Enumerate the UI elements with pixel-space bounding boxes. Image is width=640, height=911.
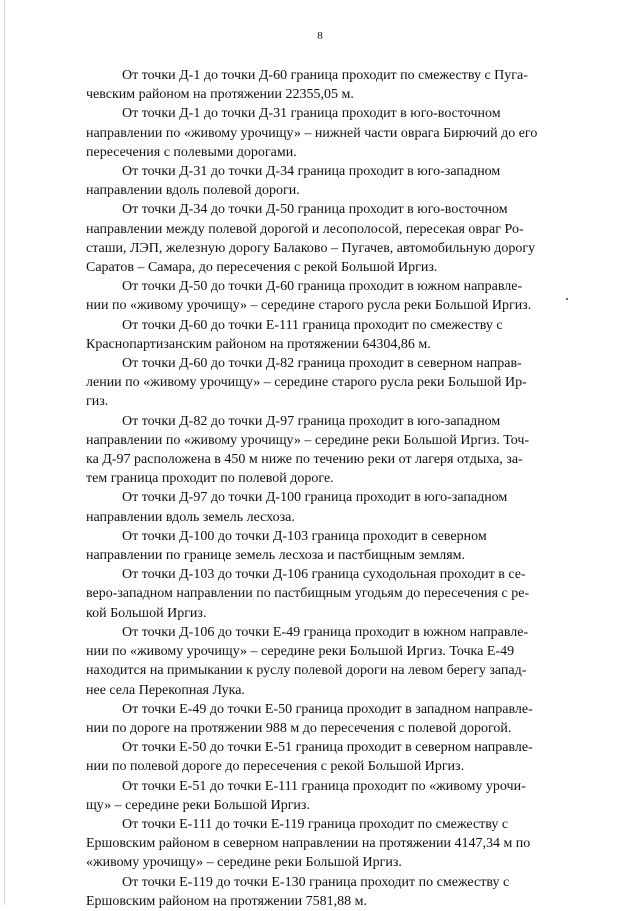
paragraph: От точки Д-106 до точки Е-49 граница проходит в южном направле- нии по «живому урочищу» – середине реки Большой Иргиз. Точка Е-49 находится на примыкании к руслу полевой дороги на левом берегу запад- нее села Перекопная Лука. bbox=[86, 624, 529, 698]
paragraph: От точки Е-111 до точки Е-119 граница проходит по смежеству с Ершовским районом в северном направлении на протяжении 4147,34 м по «живому урочищу» – середине реки Большой Иргиз. bbox=[86, 816, 531, 871]
paragraph: От точки Е-119 до точки Е-130 граница проходит по смежеству с Ершовским районом на протяжении 7581,88 м. bbox=[86, 874, 510, 909]
page-number: 8 bbox=[317, 30, 323, 42]
paragraph: От точки Д-50 до точки Д-60 граница проходит в южном направле- нии по «живому урочищу» – середине старого русла реки Большой Иргиз. bbox=[86, 279, 532, 314]
paragraph: От точки Е-50 до точки Е-51 граница проходит в северном направле- нии по полевой дороге до пересечения с рекой Большой Иргиз. bbox=[86, 740, 533, 775]
paragraph: От точки Е-51 до точки Е-111 граница проходит по «живому урочи- щу» – середине реки Большой Иргиз. bbox=[86, 778, 526, 813]
paragraph: От точки Д-60 до точки Д-82 граница проходит в северном направ- лении по «живому урочищу» – середине старого русла реки Большой Ир- гиз. bbox=[86, 356, 527, 410]
scan-speck bbox=[566, 298, 568, 300]
paragraph: От точки Д-31 до точки Д-34 граница проходит в юго-западном направлении вдоль полевой дороги. bbox=[86, 164, 501, 199]
paragraph: От точки Д-100 до точки Д-103 граница проходит в северном направлении по границе земель лесхоза и пастбищным землям. bbox=[86, 528, 487, 564]
paragraph: От точки Д-60 до точки Е-111 граница проходит по смежеству с Краснопартизанским районом на протяжении 64304,86 м. bbox=[86, 317, 503, 352]
paragraph: От точки Д-34 до точки Д-50 граница проходит в юго-восточном направлении между полевой дорогой и лесополосой, пересекая овраг Ро- сташи, ЛЭП, железную дорогу Балаково – Пугачев, автомобильную дорогу Саратов – Самара, до пересечения с рекой Большой Иргиз. bbox=[86, 202, 536, 276]
paragraph: От точки Д-97 до точки Д-100 граница проходит в юго-западном направлении вдоль земель лесхоза. bbox=[86, 490, 508, 525]
paragraph: От точки Д-103 до точки Д-106 граница суходольная проходит в се- веро-западном направлении по пастбищным угодьям до пересечения с ре- кой Большой Иргиз. bbox=[86, 567, 530, 621]
paragraph: От точки Д-82 до точки Д-97 граница проходит в юго-западном направлении по «живому урочищу» – середине реки Большой Иргиз. Точ- ка Д-97 расположена в 450 м ниже по течению реки от лагеря отдыха, за- тем граница проходит по полевой дороге. bbox=[86, 413, 530, 487]
paragraph: От точки Е-49 до точки Е-50 граница проходит в западном направле- нии по дороге на протяжении 988 м до пересечения с полевой дорогой. bbox=[86, 701, 533, 736]
paragraph: От точки Д-1 до точки Д-60 граница проходит по смежеству с Пуга- чевским районом на протяжении 22355,05 м. bbox=[86, 68, 528, 103]
paragraph: От точки Д-1 до точки Д-31 граница проходит в юго-восточном направлении по «живому урочищу» – нижней части оврага Бирючий до его пересечения с полевыми дорогами. bbox=[86, 106, 538, 160]
document-body bbox=[86, 66, 569, 911]
page-edge-line bbox=[4, 0, 5, 905]
